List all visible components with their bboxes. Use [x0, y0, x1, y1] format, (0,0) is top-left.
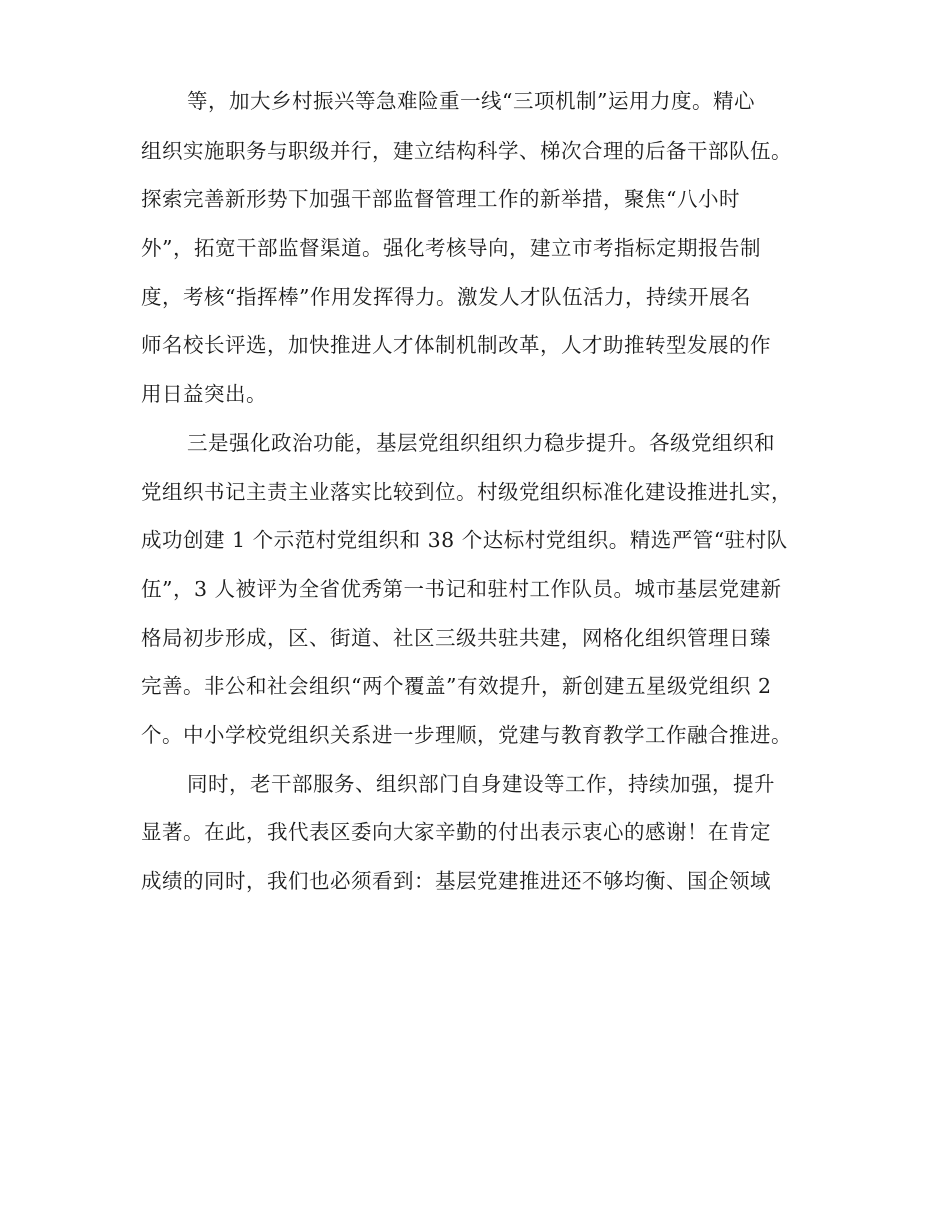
text-line-13: 完善。非公和社会组织“两个覆盖”有效提升，新创建五星级党组织 2	[141, 674, 772, 698]
paragraph-start-line: 同时，老干部服务、组织部门自身建设等工作，持续加强，提升	[187, 772, 775, 796]
paragraph-start-line: 三是强化政治功能，基层党组织组织力稳步提升。各级党组织和	[187, 431, 775, 455]
text-line-4: 外”，拓宽干部监督渠道。强化考核导向，建立市考指标定期报告制	[141, 236, 761, 260]
text-line-16: 显著。在此，我代表区委向大家辛勤的付出表示衷心的感谢！在肯定	[141, 820, 771, 844]
text-line-10: 成功创建 1 个示范村党组织和 38 个达标村党组织。精选严管“驻村队	[141, 528, 788, 552]
text-line-5: 度，考核“指挥棒”作用发挥得力。激发人才队伍活力，持续开展名	[141, 285, 751, 309]
text-line-2: 组织实施职务与职级并行，建立结构科学、梯次合理的后备干部队伍。	[141, 139, 792, 163]
text-line-7: 用日益突出。	[141, 382, 267, 406]
text-line-12: 格局初步形成，区、街道、社区三级共驻共建，网格化组织管理日臻	[141, 626, 771, 650]
text-line-6: 师名校长评选，加快推进人才体制机制改革，人才助推转型发展的作	[141, 333, 771, 357]
text-line-1: 等，加大乡村振兴等急难险重一线“三项机制”运用力度。精心	[187, 89, 755, 113]
text-line-17: 成绩的同时，我们也必须看到：基层党建推进还不够均衡、国企领域	[141, 869, 771, 893]
text-line-14: 个。中小学校党组织关系进一步理顺，党建与教育教学工作融合推进。	[141, 723, 792, 747]
text-line-3: 探索完善新形势下加强干部监督管理工作的新举措，聚焦“八小时	[141, 187, 740, 211]
text-line-11: 伍”，3 人被评为全省优秀第一书记和驻村工作队员。城市基层党建新	[141, 577, 782, 601]
text-line-9: 党组织书记主责主业落实比较到位。村级党组织标准化建设推进扎实，	[141, 480, 792, 504]
